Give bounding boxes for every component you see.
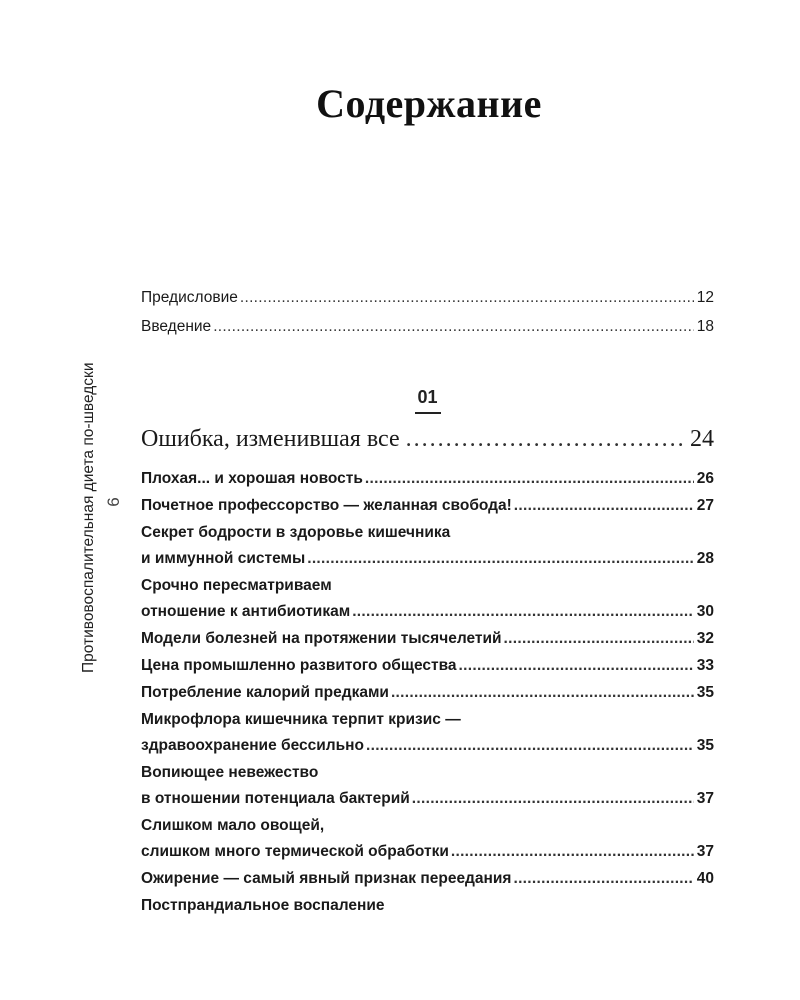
toc-section-entry[interactable] xyxy=(141,573,714,625)
toc-section-title: Почетное профессорство — желанная свобода! xyxy=(141,497,512,514)
toc-section-row xyxy=(141,866,714,892)
chapter-page: 24 xyxy=(690,426,714,452)
toc-section-title-line: Слишком мало овощей, xyxy=(141,817,325,834)
toc-entry-title: Введение xyxy=(141,318,212,335)
toc-section-row xyxy=(141,680,714,706)
dot-leader xyxy=(352,599,694,625)
toc-section-page: 28 xyxy=(696,550,714,567)
dot-leader xyxy=(412,786,694,812)
toc-section-title-line: Секрет бодрости в здоровье кишечника xyxy=(141,524,451,541)
toc-section-row xyxy=(141,626,714,652)
toc-section-row xyxy=(141,839,714,865)
chapter-number: 01 xyxy=(417,387,438,407)
table-of-contents xyxy=(141,283,714,919)
dot-leader xyxy=(513,866,693,892)
toc-section-title: Цена промышленно развитого общества xyxy=(141,657,457,674)
toc-chapter-entry[interactable] xyxy=(141,424,714,454)
toc-section-row xyxy=(141,786,714,812)
toc-entry-introduction[interactable] xyxy=(141,312,714,341)
toc-section-page: 37 xyxy=(696,843,714,860)
toc-section-title: здравоохранение бессильно xyxy=(141,737,364,754)
toc-section-title: Потребление калорий предками xyxy=(141,684,389,701)
toc-entry-preface[interactable] xyxy=(141,283,714,312)
dot-leader xyxy=(406,424,684,454)
toc-entry-page: 12 xyxy=(696,289,714,306)
toc-section-title: и иммунной системы xyxy=(141,550,306,567)
toc-section-page: 37 xyxy=(696,790,714,807)
toc-section-title: в отношении потенциала бактерий xyxy=(141,790,410,807)
dot-leader xyxy=(213,312,694,341)
toc-entry-page: 18 xyxy=(696,318,714,335)
toc-section-entry[interactable] xyxy=(141,680,714,706)
toc-section-page: 26 xyxy=(696,470,714,487)
toc-section-entry[interactable] xyxy=(141,466,714,492)
toc-section-title-line: Микрофлора кишечника терпит кризис — xyxy=(141,711,461,728)
toc-section-page: 35 xyxy=(696,684,714,701)
toc-section-title: Постпрандиальное воспаление xyxy=(141,897,385,914)
toc-section-entry[interactable] xyxy=(141,493,714,519)
toc-section-page: 32 xyxy=(696,630,714,647)
toc-section-title: отношение к антибиотикам xyxy=(141,603,351,620)
toc-section-entry[interactable] xyxy=(141,707,714,759)
dot-leader xyxy=(514,493,694,519)
toc-section-title: слишком много термической обработки xyxy=(141,843,449,860)
toc-section-row xyxy=(141,653,714,679)
chapter-title: Ошибка, изменившая все xyxy=(141,426,400,452)
dot-leader xyxy=(366,733,694,759)
running-title: Противовоспалительная диета по-шведски xyxy=(80,362,97,673)
dot-leader xyxy=(240,283,694,312)
dot-leader xyxy=(451,839,694,865)
toc-section-entry[interactable] xyxy=(141,760,714,812)
toc-section-page: 40 xyxy=(696,870,714,887)
section-list xyxy=(141,466,714,919)
toc-section-row xyxy=(141,893,714,919)
toc-section-row xyxy=(141,599,714,625)
toc-section-title-line: Вопиющее невежество xyxy=(141,764,319,781)
toc-section-title: Модели болезней на протяжении тысячелетий xyxy=(141,630,502,647)
toc-section-row xyxy=(141,546,714,572)
toc-section-title: Плохая... и хорошая новость xyxy=(141,470,363,487)
toc-section-entry[interactable] xyxy=(141,893,714,919)
dot-leader xyxy=(504,626,694,652)
dot-leader xyxy=(365,466,694,492)
page-number: 6 xyxy=(104,497,123,507)
toc-section-page: 33 xyxy=(696,657,714,674)
toc-section-page: 27 xyxy=(696,497,714,514)
front-matter xyxy=(141,283,714,341)
toc-section-entry[interactable] xyxy=(141,866,714,892)
chapter-divider xyxy=(415,412,441,414)
toc-section-entry[interactable] xyxy=(141,813,714,865)
toc-section-entry[interactable] xyxy=(141,653,714,679)
toc-section-row xyxy=(141,466,714,492)
toc-section-entry[interactable] xyxy=(141,520,714,572)
toc-section-page: 35 xyxy=(696,737,714,754)
toc-section-entry[interactable] xyxy=(141,626,714,652)
toc-section-row xyxy=(141,493,714,519)
toc-section-title: Ожирение — самый явный признак переедания xyxy=(141,870,512,887)
dot-leader xyxy=(391,680,694,706)
page-title: Содержание xyxy=(316,81,542,126)
dot-leader xyxy=(307,546,694,572)
toc-section-row xyxy=(141,733,714,759)
toc-section-title-line: Срочно пересматриваем xyxy=(141,577,332,594)
dot-leader xyxy=(459,653,694,679)
toc-section-page: 30 xyxy=(696,603,714,620)
toc-entry-title: Предисловие xyxy=(141,289,238,306)
